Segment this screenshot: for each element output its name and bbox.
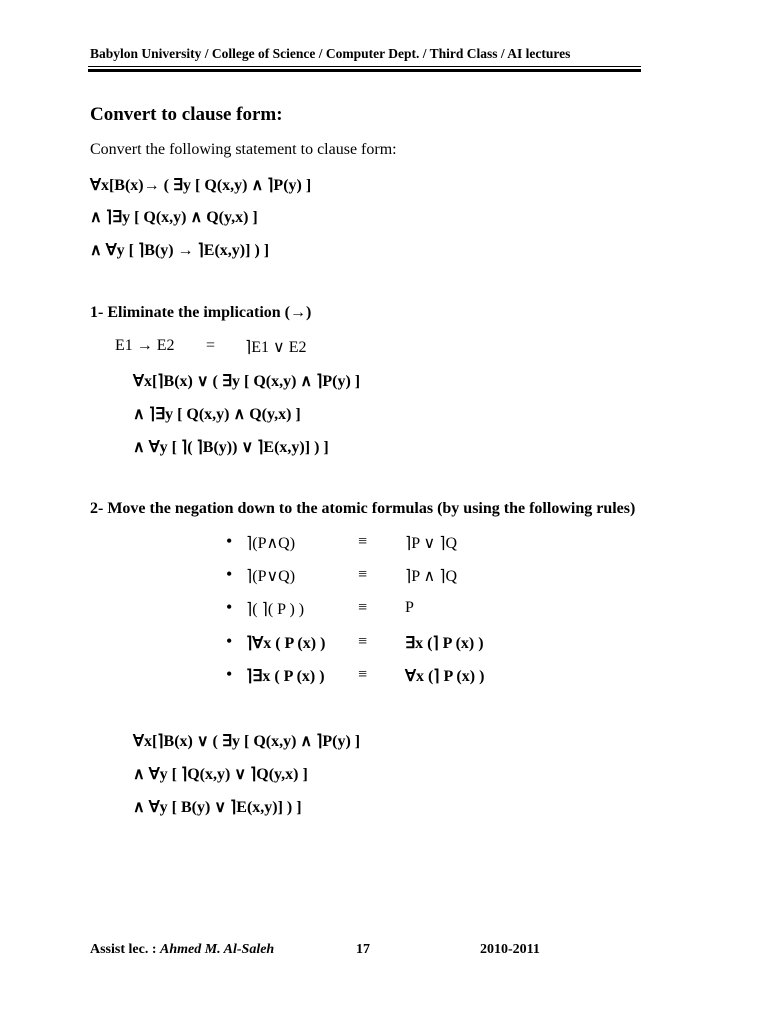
step2-result-line-3: ∧ ∀y [ B(y) ∨ ⌉E(x,y)] ) ]: [133, 799, 302, 816]
step1-line-1: ∀x[⌉B(x) ∨ ( ∃y [ Q(x,y) ∧ ⌉P(y) ]: [133, 373, 361, 390]
step1-rule-lhs: E1 → E2: [115, 337, 175, 354]
rule-lhs: ⌉( ⌉( P ) ): [246, 601, 305, 618]
equiv-symbol: ≡: [358, 599, 368, 616]
step1-title: 1- Eliminate the implication (→): [90, 304, 312, 321]
step1-line-2: ∧ ⌉∃y [ Q(x,y) ∧ Q(y,x) ]: [133, 406, 301, 423]
statement-line-2: ∧ ⌉∃y [ Q(x,y) ∧ Q(y,x) ]: [90, 209, 258, 226]
footer-page-number: 17: [356, 942, 370, 957]
equiv-symbol: ≡: [358, 666, 368, 683]
step2-result-line-2: ∧ ∀y [ ⌉Q(x,y) ∨ ⌉Q(y,x) ]: [133, 766, 308, 783]
equiv-symbol: ≡: [358, 533, 368, 550]
footer-year: 2010-2011: [480, 942, 540, 957]
equiv-symbol: ≡: [358, 633, 368, 650]
bullet: •: [226, 631, 233, 651]
step1-rule-rhs: ⌉E1 ∨ E2: [245, 339, 307, 356]
footer-author: [90, 942, 274, 958]
rule-rhs: ⌉P ∨ ⌉Q: [405, 535, 458, 552]
step2-result-line-1: ∀x[⌉B(x) ∨ ( ∃y [ Q(x,y) ∧ ⌉P(y) ]: [133, 733, 361, 750]
equiv-symbol: ≡: [358, 566, 368, 583]
section-title: Convert to clause form:: [90, 104, 283, 125]
statement-line-1: ∀x[B(x)→ ( ∃y [ Q(x,y) ∧ ⌉P(y) ]: [90, 177, 312, 194]
rule-lhs: ⌉(P∧Q): [246, 535, 296, 552]
rule-rhs: ⌉P ∧ ⌉Q: [405, 568, 458, 585]
bullet: •: [226, 531, 233, 551]
running-header: Babylon University / College of Science / Computer Dept. / Third Class / AI lectures: [90, 46, 571, 61]
rule-rhs: ∃x (⌉ P (x) ): [405, 635, 484, 652]
header-rule-thick: [88, 69, 641, 72]
step2-title: 2- Move the negation down to the atomic formulas (by using the following rules): [90, 500, 636, 517]
intro-text: Convert the following statement to clause form:: [90, 141, 397, 158]
rule-rhs: P: [405, 599, 414, 616]
bullet: •: [226, 597, 233, 617]
rule-lhs: ⌉∀x ( P (x) ): [246, 635, 326, 652]
rule-rhs: ∀x (⌉ P (x) ): [405, 668, 485, 685]
bullet: •: [226, 664, 233, 684]
step1-rule-eq: =: [206, 337, 216, 354]
rule-lhs: ⌉∃x ( P (x) ): [246, 668, 325, 685]
bullet: •: [226, 564, 233, 584]
footer-author-label: Assist lec. :: [90, 942, 157, 957]
rule-lhs: ⌉(P∨Q): [246, 568, 296, 585]
step1-line-3: ∧ ∀y [ ⌉( ⌉B(y)) ∨ ⌉E(x,y)] ) ]: [133, 439, 329, 456]
footer-author-name: Ahmed M. Al-Saleh: [160, 942, 275, 957]
statement-line-3: ∧ ∀y [ ⌉B(y) → ⌉E(x,y)] ) ]: [90, 242, 270, 259]
header-rule-thin: [88, 66, 641, 67]
